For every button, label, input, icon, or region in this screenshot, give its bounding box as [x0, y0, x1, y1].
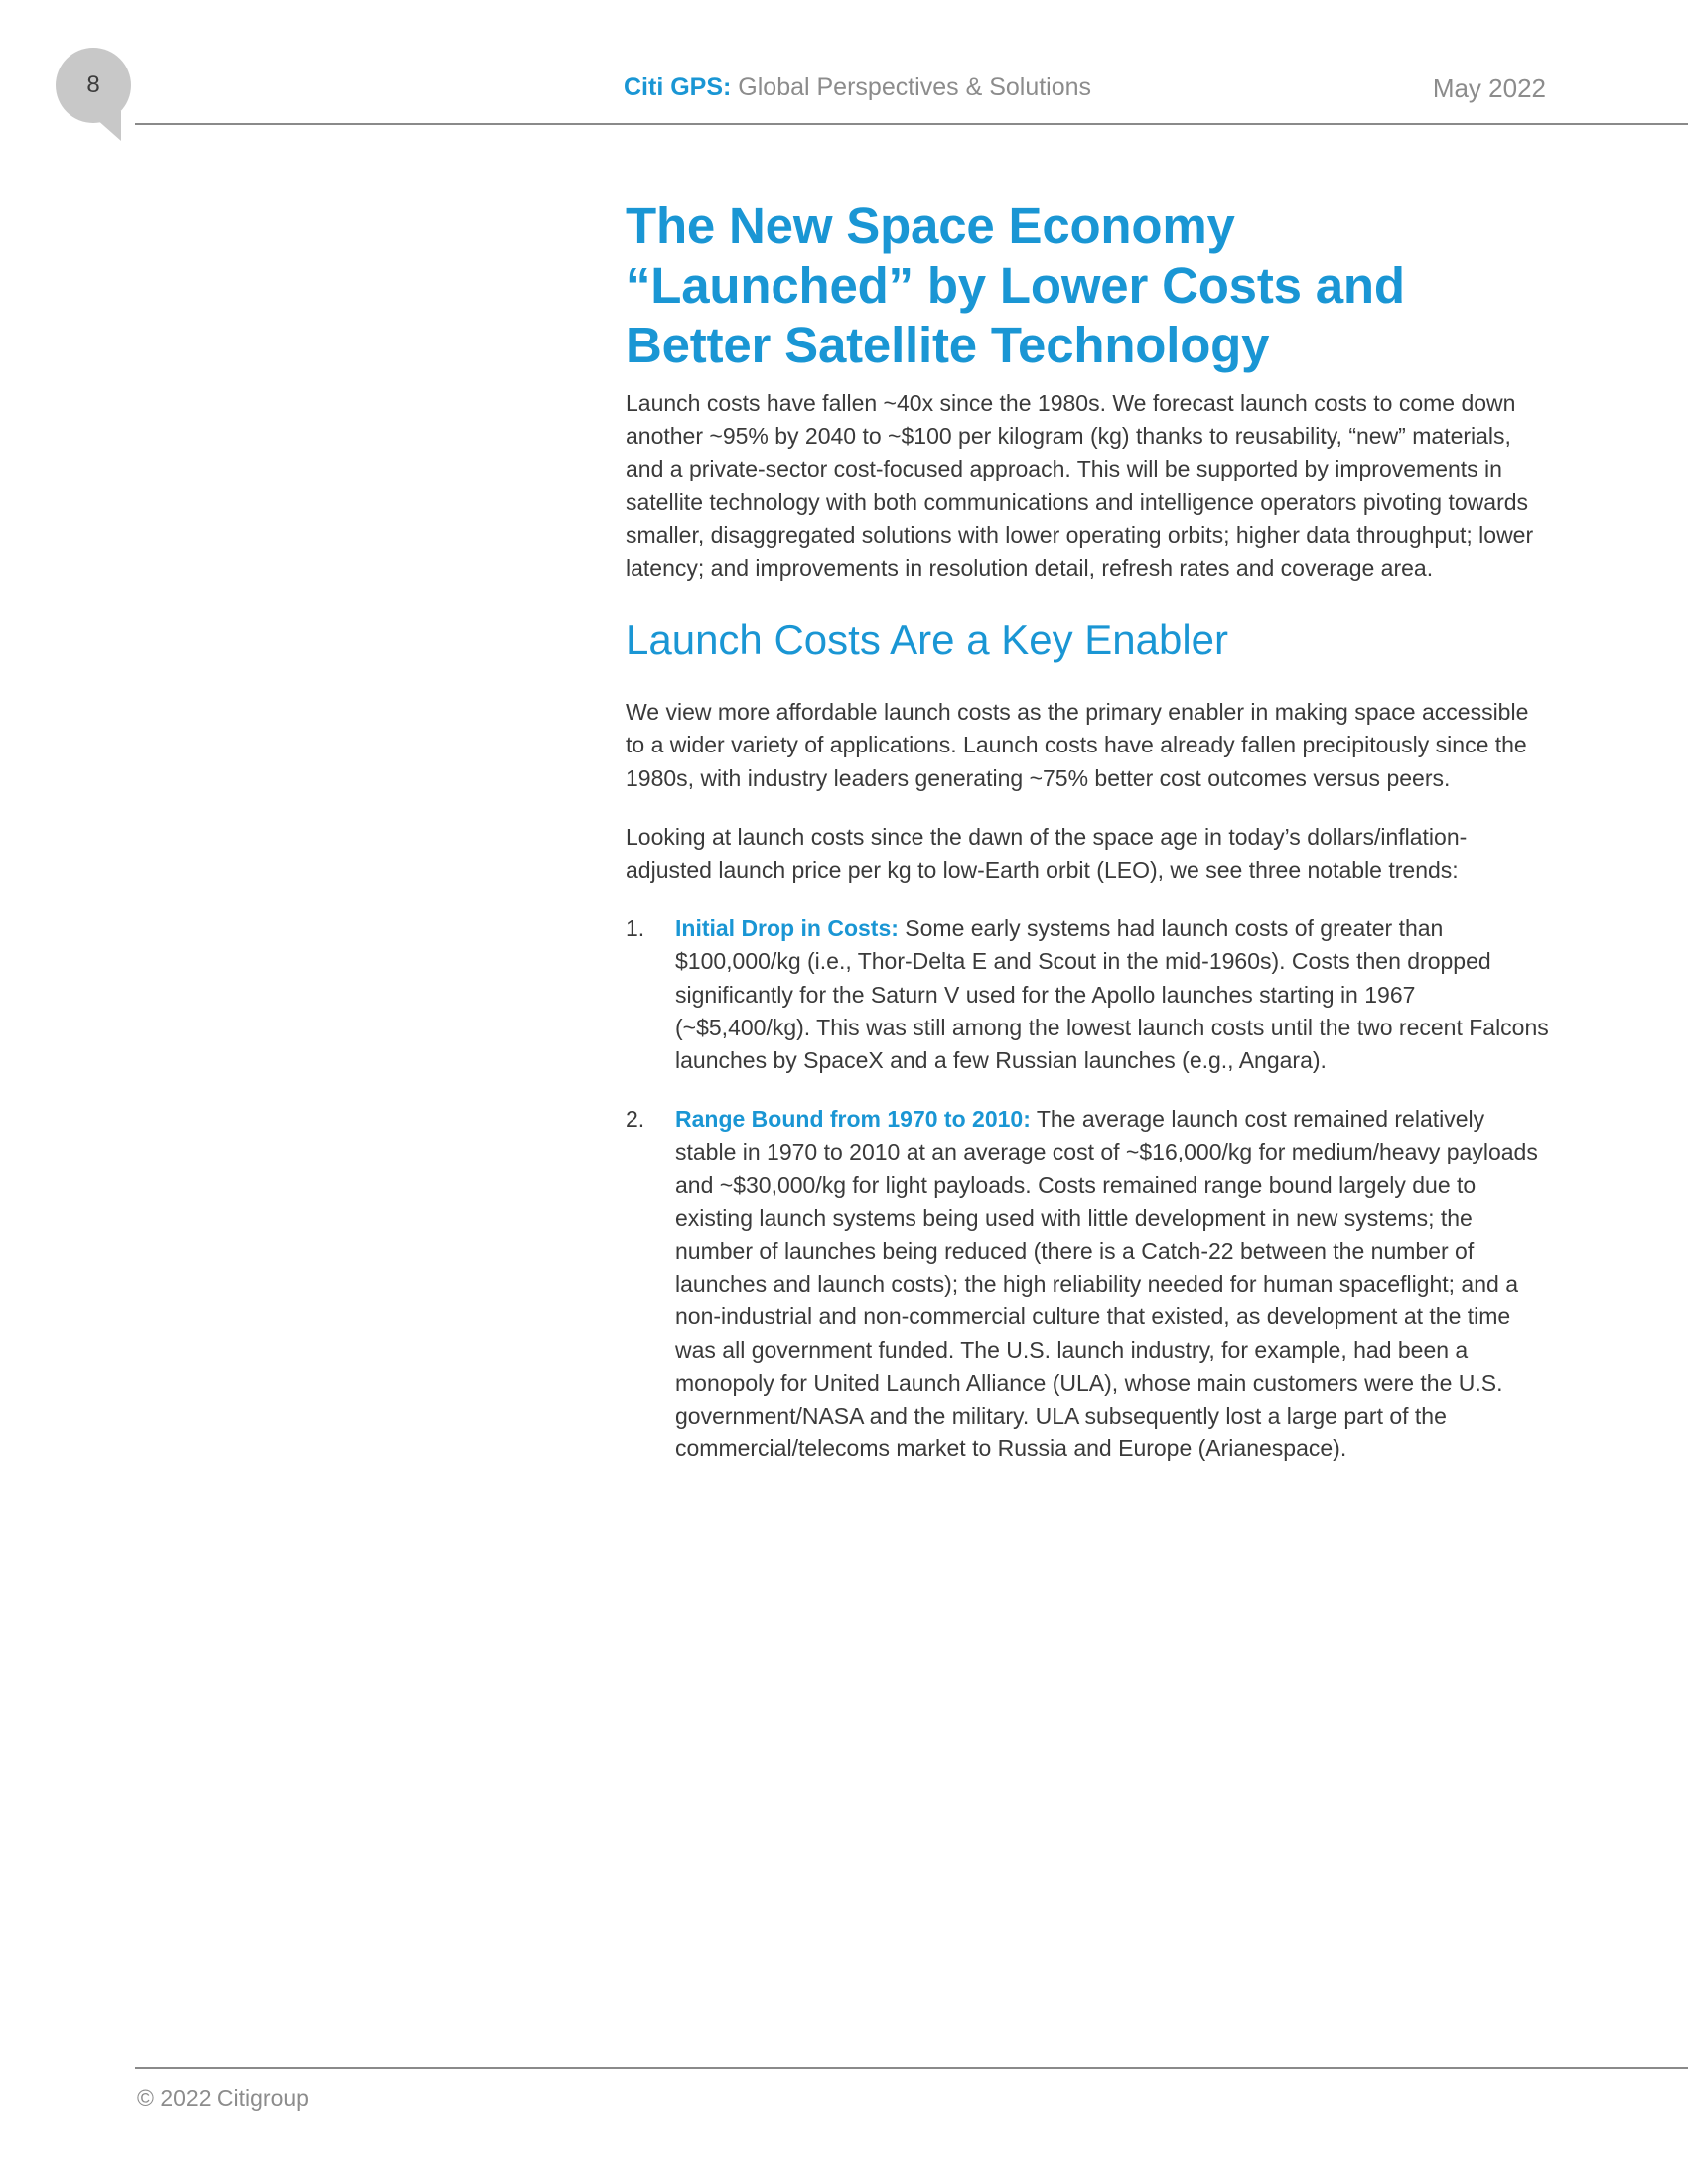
list-item-number: 1.: [626, 915, 645, 942]
intro-paragraph: Launch costs have fallen ~40x since the 1980s. We forecast launch costs to come down another ~95% by 2040 to ~$100 per kilogram (kg) thanks to reusability, “new” materials, and a private-sector cost-focused approach. This will be supported by improvements in satellite technology with both communications and intelligence operators pivoting towards smaller, disaggregated solutions with lower operating orbits; higher data throughput; lower latency; and improvements in resolution detail, refresh rates and coverage area.: [626, 390, 1534, 582]
trend-list: [626, 912, 1551, 1465]
list-item: [626, 912, 1551, 1077]
list-item: [626, 1103, 1551, 1465]
page-number: 8: [86, 71, 100, 98]
header-brand: Citi GPS:: [624, 73, 732, 101]
page-title-line: Better Satellite Technology: [626, 317, 1270, 373]
body-paragraph: We view more affordable launch costs as the primary enabler in making space accessible to a wider variety of applications. Launch costs have already fallen precipitously since the 1980s, with industry leaders generating ~75% better cost outcomes versus peers.: [626, 699, 1529, 791]
list-item-number: 2.: [626, 1106, 645, 1133]
list-item-heading: Range Bound from 1970 to 2010:: [675, 1106, 1031, 1133]
list-item-text: Some early systems had launch costs of greater than $100,000/kg (i.e., Thor-Delta E and Scout in the mid-1960s). Costs then dropped significantly for the Saturn V used for the Apollo launches starting in 1967 (~$5,400/kg). This was still among the lowest launch costs until the two recent Falcons launches by SpaceX and a few Russian launches (e.g., Angara).: [675, 915, 1549, 1074]
page-title: [626, 197, 1551, 375]
page-title-line: The New Space Economy: [626, 198, 1235, 254]
footer-divider: [135, 2067, 1688, 2069]
header-subtitle: Global Perspectives & Solutions: [738, 73, 1092, 101]
main-content: [626, 197, 1551, 1465]
header-date: May 2022: [1432, 73, 1546, 103]
section-heading: Launch Costs Are a Key Enabler: [626, 616, 1229, 664]
header-divider: [135, 123, 1688, 125]
footer-copyright: © 2022 Citigroup: [137, 2085, 309, 2111]
page-title-line: “Launched” by Lower Costs and: [626, 257, 1405, 314]
list-item-heading: Initial Drop in Costs:: [675, 915, 899, 942]
list-item-text: The average launch cost remained relatively stable in 1970 to 2010 at an average cost of ~$16,000/kg for medium/heavy payloads and ~$30,000/kg for light payloads. Costs remained range bound largely due to existing launch systems being used with little development in new systems; the number of launches being reduced (there is a Catch-22 between the number of launches and launch costs); the high reliability needed for human spaceflight; and a non-industrial and non-commercial culture that existed, as development at the time was all government funded. The U.S. launch industry, for example, had been a monopoly for United Launch Alliance (ULA), whose main customers were the U.S. government/NASA and the military. ULA subsequently lost a large part of the commercial/telecoms market to Russia and Europe (Arianespace).: [675, 1106, 1538, 1462]
header-publication-title: [624, 73, 1091, 102]
body-paragraph: Looking at launch costs since the dawn of the space age in today’s dollars/inflation-adjusted launch price per kg to low-Earth orbit (LEO), we see three notable trends:: [626, 823, 1468, 884]
